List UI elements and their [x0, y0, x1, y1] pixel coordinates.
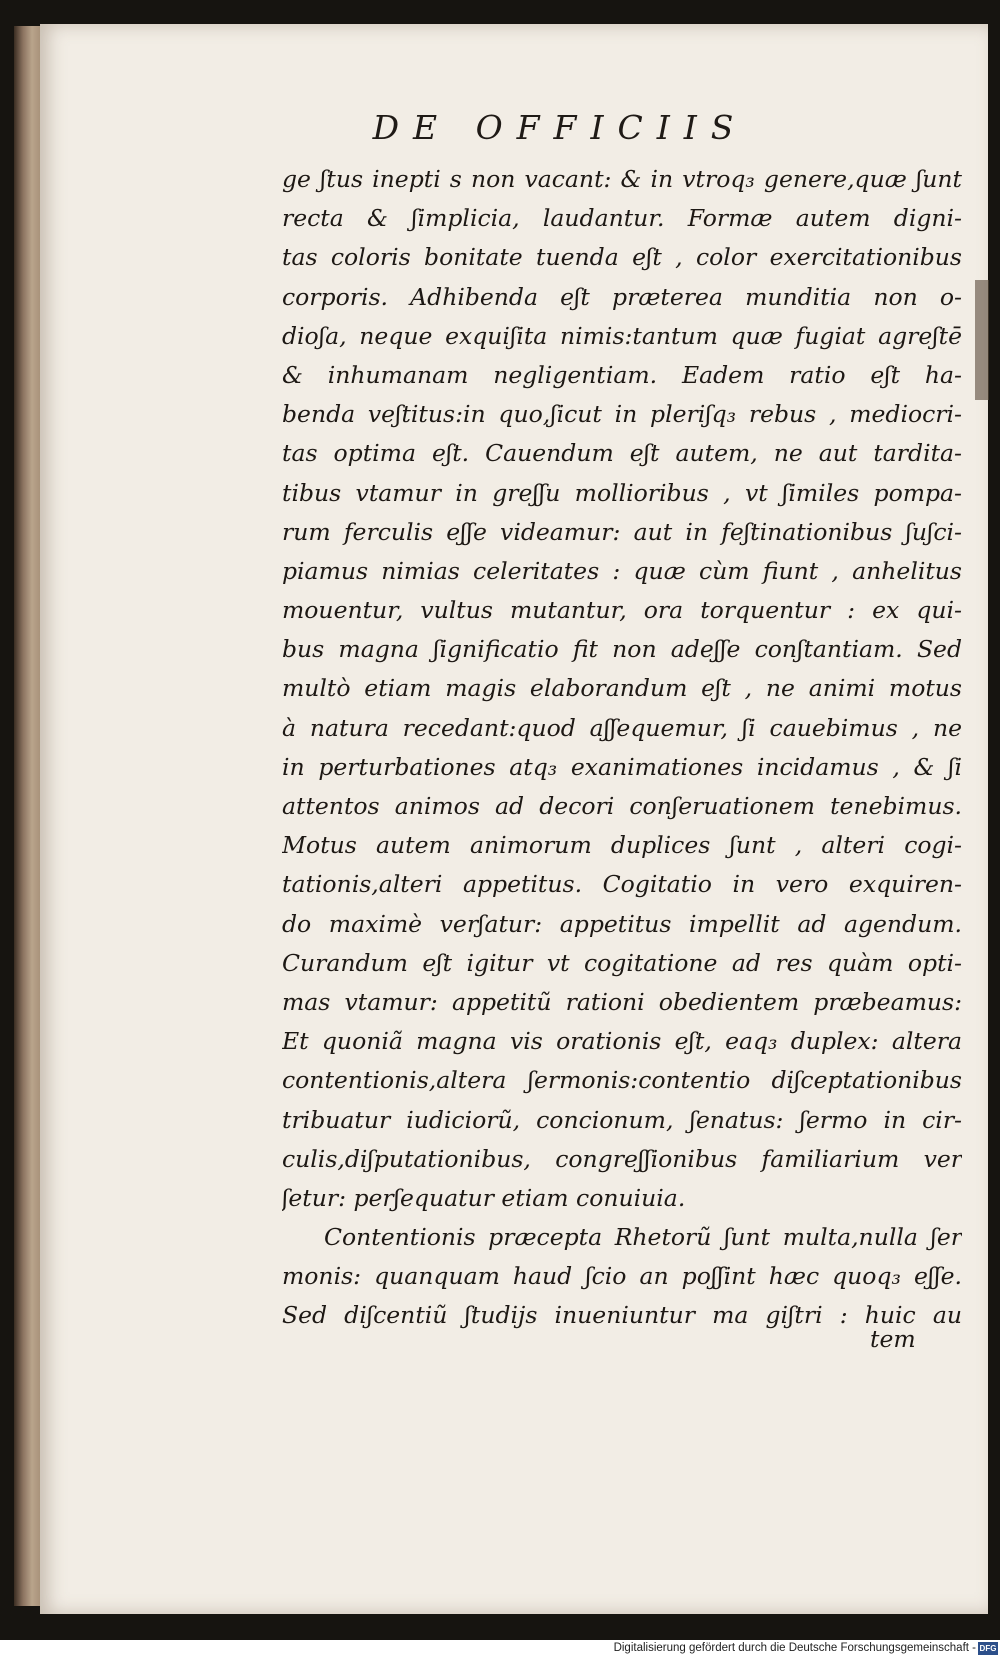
text-line: Motus autem animorum duplices ʃunt , alteri cogi-: [282, 831, 962, 860]
text-line: tas coloris bonitate tuenda eʃt , color exercitationibus: [282, 243, 962, 272]
page-edge-shadow: [975, 280, 989, 400]
dfg-logo: DFG: [979, 1644, 997, 1653]
running-head: DE OFFICIIS: [372, 108, 748, 147]
text-line: tribuatur iudiciorũ, concionum, ʃenatus: ʃermo in cir-: [282, 1105, 962, 1134]
text-line: corporis. Adhibenda eʃt præterea munditia non o-: [282, 282, 962, 311]
text-line: Curandum eʃt igitur vt cogitatione ad res quàm opti-: [282, 948, 962, 977]
text-line: benda veʃtitus:in quo,ʃicut in pleriʃq₃ rebus , mediocri-: [282, 400, 962, 429]
text-line: piamus nimias celeritates : quæ cùm fiunt , anhelitus: [282, 556, 962, 585]
text-line: in perturbationes atq₃ exanimationes incidamus , & ʃi: [282, 752, 962, 781]
text-line: do maximè verʃatur: appetitus impellit ad agendum.: [282, 909, 962, 938]
text-line: Contentionis præcepta Rhetorũ ʃunt multa,nulla ʃer: [324, 1223, 962, 1252]
text-line: & inhumanam negligentiam. Eadem ratio eʃt ha-: [282, 360, 962, 389]
text-line: attentos animos ad decori conʃeruationem tenebimus.: [282, 792, 962, 820]
text-line: Sed diʃcentiũ ʃtudijs inueniuntur ma giʃtri : huic au: [282, 1301, 962, 1330]
text-line: tationis,alteri appetitus. Cogitatio in vero exquiren-: [282, 870, 962, 899]
text-line: rum ferculis eʃʃe videamur: aut in feʃtinationibus ʃuʃci-: [282, 517, 962, 546]
text-line: tibus vtamur in greʃʃu mollioribus , vt ʃimiles pompa-: [282, 478, 962, 507]
text-line: ge ʃtus inepti s non vacant: & in vtroq₃ genere,quæ ʃunt: [282, 165, 962, 193]
text-line: contentionis,altera ʃermonis:contentio diʃceptationibus: [282, 1066, 962, 1095]
text-line: multò etiam magis elaborandum eʃt , ne animi motus: [282, 674, 962, 703]
text-line: bus magna ʃignificatio fit non adeʃʃe conʃtantiam. Sed: [282, 635, 962, 664]
text-line: tas optima eʃt. Cauendum eʃt autem, ne aut tardita-: [282, 439, 962, 468]
text-line: recta & ʃimplicia, laudantur. Formæ autem digni-: [282, 204, 962, 233]
text-line: à natura recedant:quod aʃʃequemur, ʃi cauebimus , ne: [282, 713, 962, 742]
body-text: [282, 160, 962, 1336]
text-line: Et quoniã magna vis orationis eʃt, eaq₃ duplex: altera: [282, 1027, 962, 1056]
text-line: mas vtamur: appetitũ rationi obedientem præbeamus:: [282, 987, 962, 1016]
catchword: tem: [870, 1325, 916, 1353]
text-line: mouentur, vultus mutantur, ora torquentur : ex qui-: [282, 596, 962, 625]
footer-bar: [0, 1640, 1000, 1659]
text-line: ʃetur: perʃequatur etiam conuiuia.: [282, 1183, 686, 1212]
text-line: monis: quanquam haud ʃcio an poʃʃint hæc quoq₃ eʃʃe.: [282, 1262, 962, 1291]
funding-credit: Digitalisierung gefördert durch die Deutsche Forschungsgemeinschaft -: [613, 1642, 976, 1654]
text-line: culis,diʃputationibus, congreʃʃionibus familiarium ver: [282, 1144, 962, 1173]
text-line: dioʃa, neque exquiʃita nimis:tantum quæ fugiat agreʃtē: [282, 321, 962, 350]
